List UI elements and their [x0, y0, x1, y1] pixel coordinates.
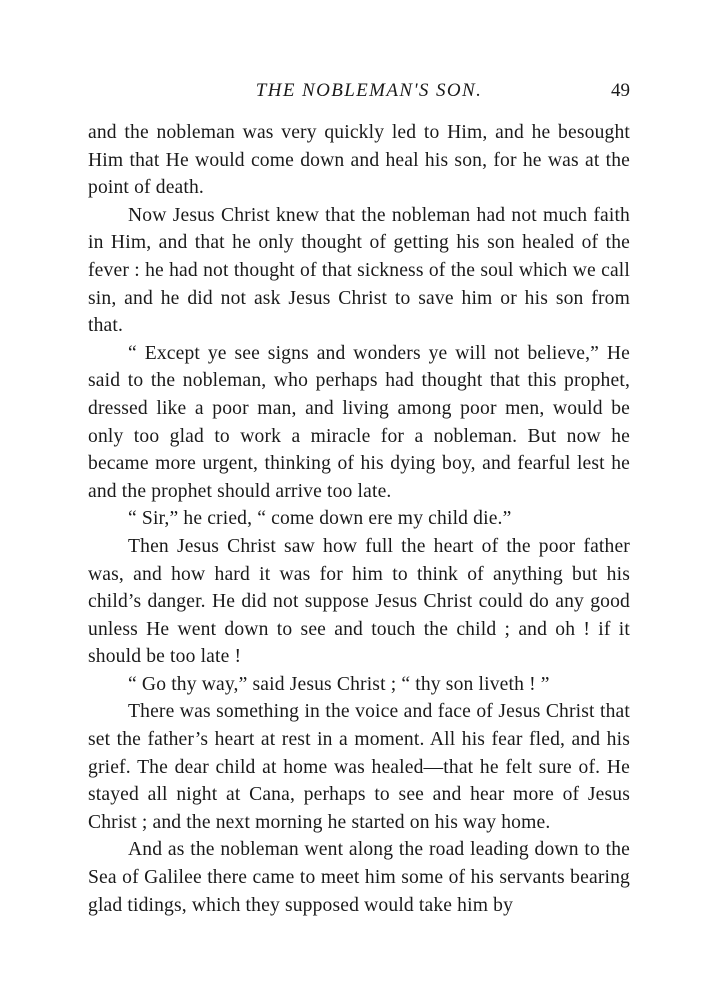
- paragraph: And as the nobleman went along the road leading down to the Sea of Galilee there came to meet him some of his servants bearing glad tidings, which they supposed would take him by: [88, 839, 630, 916]
- paragraph: There was something in the voice and face of Jesus Christ that set the father’s heart at rest in a moment. All his fear fled, and his grief. The dear child at home was healed—that he felt sure of. He stayed all night at Cana, perhaps to see and hear more of Jesus Christ ; and the next morning he started on his way home.: [88, 701, 630, 833]
- page-header: [88, 78, 630, 106]
- body-text: [88, 119, 630, 919]
- paragraph: “ Sir,” he cried, “ come down ere my child die.”: [128, 508, 512, 530]
- paragraph: “ Go thy way,” said Jesus Christ ; “ thy son liveth ! ”: [128, 673, 550, 695]
- paragraph: and the nobleman was very quickly led to Him, and he besought Him that He would come down and heal his son, for he was at the point of death.: [88, 122, 630, 199]
- paragraph: “ Except ye see signs and wonders ye will not believe,” He said to the nobleman, who perhaps had thought that this prophet, dressed like a poor man, and living among poor men, would be only too glad to work a miracle for a nobleman. But now he became more urgent, thinking of his dying boy, and fearful lest he and the prophet should arrive too late.: [88, 342, 630, 502]
- page-number: 49: [611, 80, 630, 101]
- running-title: THE NOBLEMAN'S SON.: [255, 80, 483, 101]
- paragraph: Now Jesus Christ knew that the nobleman had not much faith in Him, and that he only thought of getting his son healed of the fever : he had not thought of that sickness of the soul which we call sin, and he did not ask Jesus Christ to save him or his son from that.: [88, 204, 630, 337]
- paragraph: Then Jesus Christ saw how full the heart of the poor father was, and how hard it was for him to think of anything but his child’s danger. He did not suppose Jesus Christ could do any good unless He went down to see and touch the child ; and oh ! if it should be too late !: [88, 535, 630, 668]
